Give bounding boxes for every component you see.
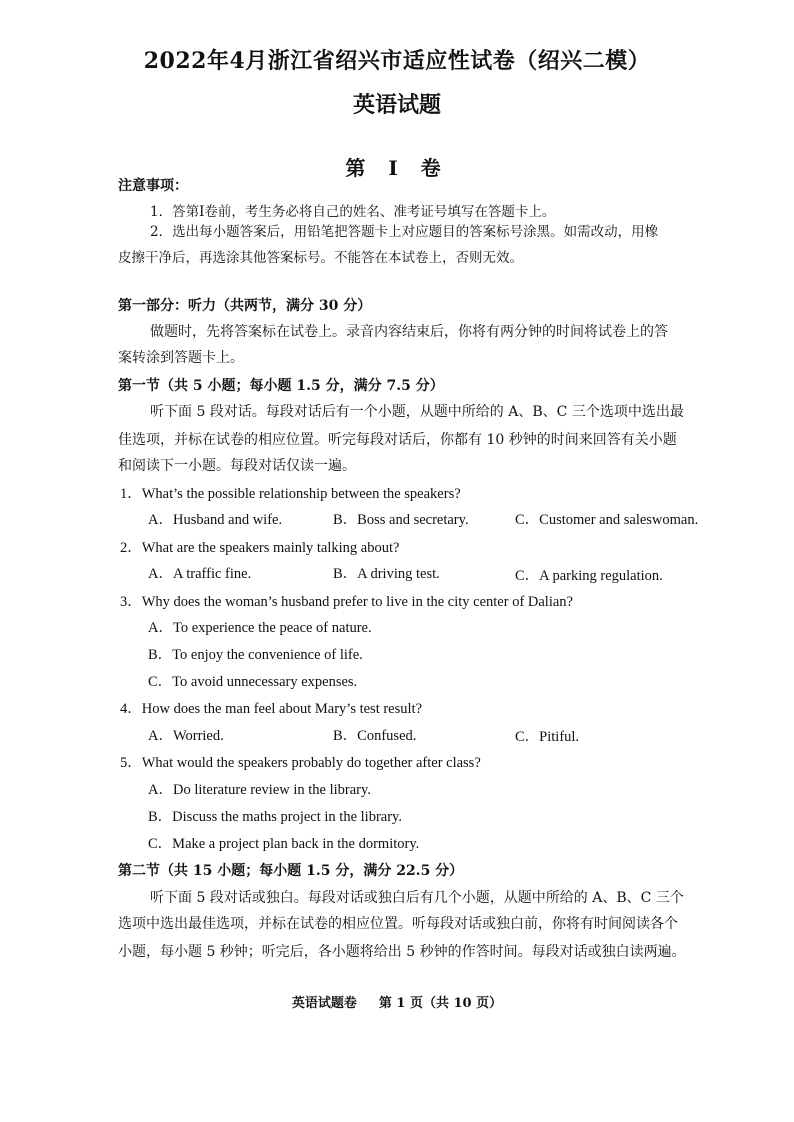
question-5-stem: 5．What would the speakers probably do together after class? (120, 755, 481, 771)
question-3-option-b: B．To enjoy the convenience of life. (148, 647, 363, 663)
part1-intro-line-1: 做题时，先将答案标在试卷上。录音内容结束后，你将有两分钟的时间将试卷上的答 (150, 324, 668, 340)
question-1-option-b: B．Boss and secretary. (333, 512, 469, 528)
exam-subject: 英语试题 (352, 92, 441, 118)
question-2-option-c: C．A parking regulation. (515, 568, 663, 584)
section1-intro-line-3: 和阅读下一小题。每段对话仅读一遍。 (118, 458, 356, 474)
notes-item-2-line-1: 2．选出每小题答案后，用铅笔把答题卡上对应题目的答案标号涂黑。如需改动，用橡 (150, 224, 659, 240)
question-2-option-b: B．A driving test. (333, 566, 440, 582)
section2-intro-line-1: 听下面 5 段对话或独白。每段对话或独白后有几个小题，从题中所给的 A、B、C 三个 (150, 890, 684, 906)
question-2-option-a: A．A traffic fine. (148, 566, 252, 582)
part1-heading: 第一部分：听力（共两节，满分 30 分） (118, 298, 372, 314)
section1-intro-line-1: 听下面 5 段对话。每段对话后有一个小题，从题中所给的 A、B、C 三个选项中选出最 (150, 404, 684, 420)
question-2-stem: 2．What are the speakers mainly talking about? (120, 540, 400, 556)
question-5-option-b: B．Discuss the maths project in the library. (148, 809, 402, 825)
section1-intro-line-2: 佳选项，并标在试卷的相应位置。听完每段对话后，你都有 10 秒钟的时间来回答有关小题 (118, 432, 677, 448)
question-3-option-c: C．To avoid unnecessary expenses. (148, 674, 358, 690)
part1-intro-line-2: 案转涂到答题卡上。 (118, 350, 244, 366)
section2-intro-line-2: 选项中选出最佳选项，并标在试卷的相应位置。听每段对话或独白前，你将有时间阅读各个 (118, 916, 678, 932)
section2-intro-line-3: 小题，每小题 5 秒钟；听完后，各小题将给出 5 秒钟的作答时间。每段对话或独白读两遍。 (118, 944, 686, 960)
notes-heading: 注意事项： (118, 178, 188, 194)
question-1-option-c: C．Customer and saleswoman. (515, 512, 699, 528)
notes-item-2-line-2: 皮擦干净后，再选涂其他答案标号。不能答在本试卷上，否则无效。 (118, 250, 523, 266)
question-3-option-a: A．To experience the peace of nature. (148, 620, 372, 636)
question-5-option-c: C．Make a project plan back in the dormitory. (148, 836, 420, 852)
question-4-stem: 4．How does the man feel about Mary’s test result? (120, 701, 423, 717)
question-4-option-b: B．Confused. (333, 728, 417, 744)
question-3-stem: 3．Why does the woman’s husband prefer to live in the city center of Dalian? (120, 594, 573, 610)
question-1-stem: 1．What’s the possible relationship between the speakers? (120, 486, 461, 502)
section1-heading: 第一节（共 5 小题；每小题 1.5 分，满分 7.5 分） (118, 378, 444, 394)
section2-heading: 第二节（共 15 小题；每小题 1.5 分，满分 22.5 分） (118, 863, 464, 879)
exam-title: 2022年4月浙江省绍兴市适应性试卷（绍兴二模） (143, 48, 651, 74)
footer-page-number: 第 1 页（共 10 页） (378, 996, 503, 1011)
question-1-option-a: A．Husband and wife. (148, 512, 283, 528)
question-5-option-a: A．Do literature review in the library. (148, 782, 371, 798)
question-4-option-c: C．Pitiful. (515, 729, 580, 745)
page-footer (0, 992, 794, 1011)
volume-heading: 第 I 卷 (345, 156, 449, 180)
notes-item-1: 1．答第Ⅰ卷前，考生务必将自己的姓名、准考证号填写在答题卡上。 (150, 204, 556, 220)
question-4-option-a: A．Worried. (148, 728, 224, 744)
footer-paper-name: 英语试题卷 (291, 996, 357, 1011)
